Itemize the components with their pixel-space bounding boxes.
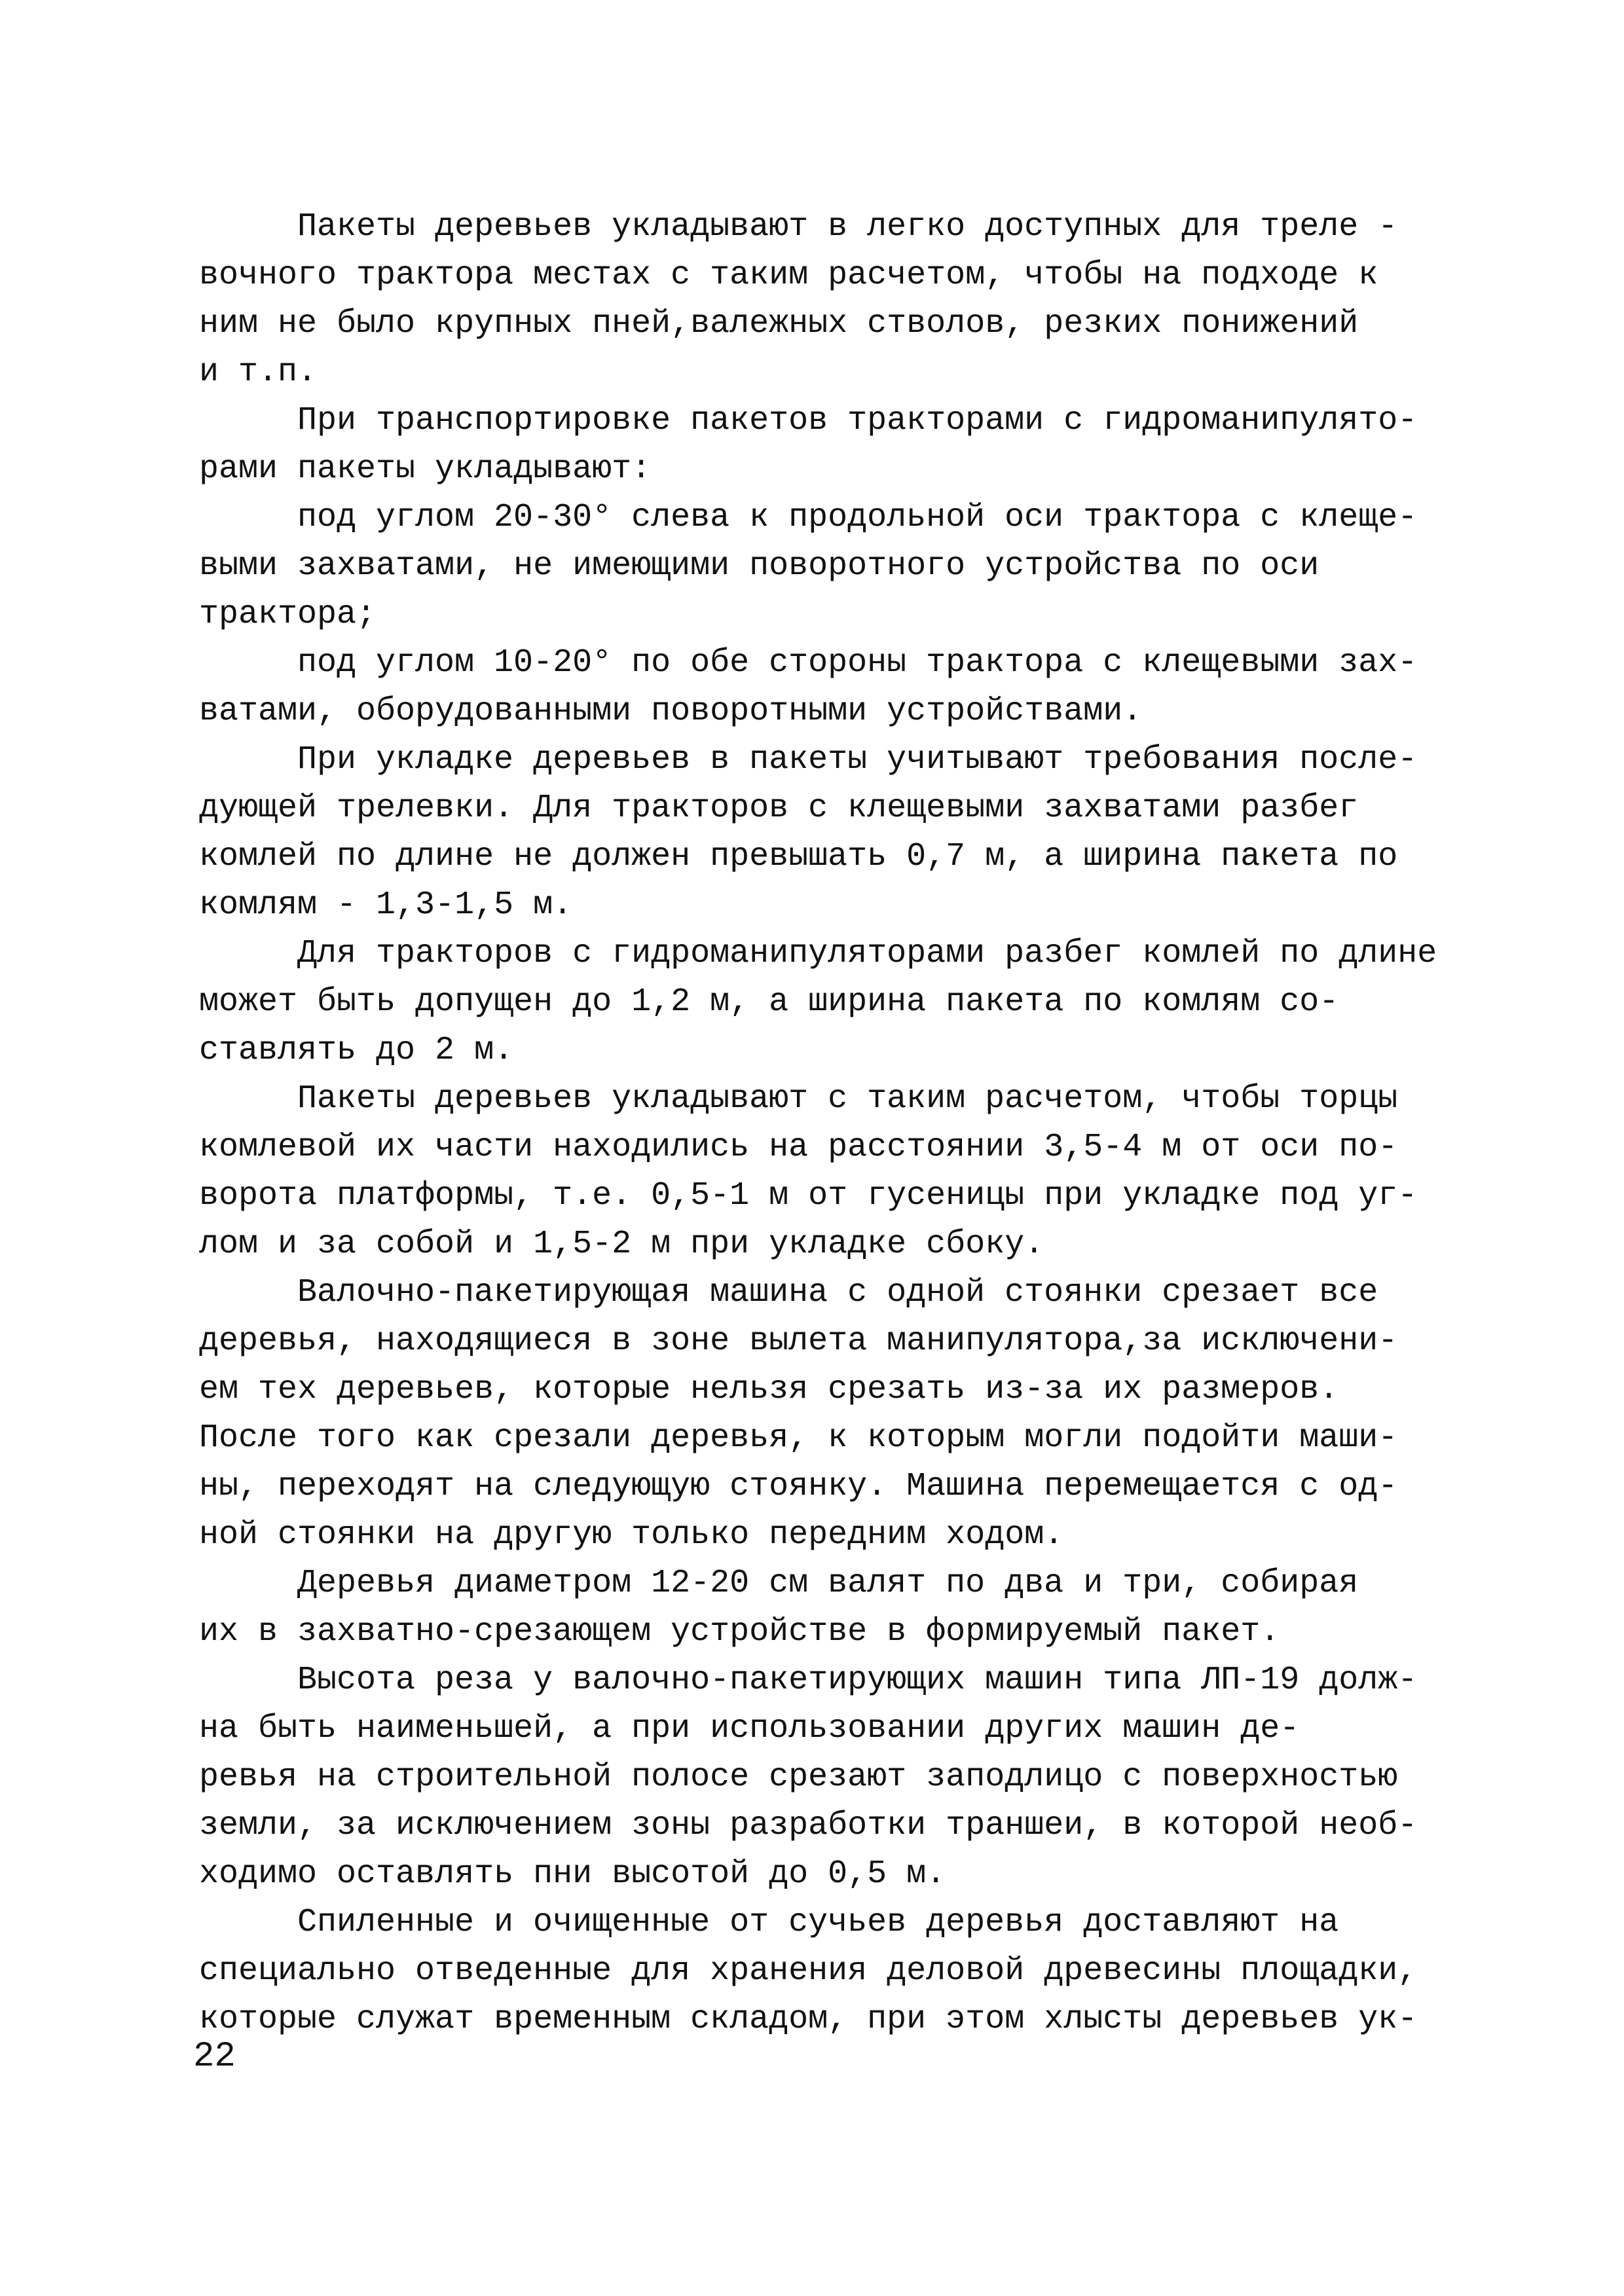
text-line: комлям - 1,3-1,5 м. [199, 886, 573, 924]
text-line: под углом 10-20° по обе стороны трактора с клещевыми зах- [297, 644, 1418, 682]
text-line: на быть наименьшей, а при использовании других машин де- [199, 1710, 1300, 1747]
text-line: ревья на строительной полосе срезают заподлицо с поверхностью [199, 1758, 1398, 1796]
text-line: ной стоянки на другую только передним ходом. [199, 1516, 1064, 1554]
text-line: выми захватами, не имеющими поворотного устройства по оси [199, 547, 1320, 585]
text-line: и т.п. [199, 354, 318, 391]
text-line: ставлять до 2 м. [199, 1032, 514, 1069]
text-line: комлей по длине не должен превышать 0,7 м, а ширина пакета по [199, 838, 1398, 875]
text-line: рами пакеты укладывают: [199, 450, 652, 488]
text-line: Для тракторов с гидроманипуляторами разбег комлей по длине [297, 935, 1437, 972]
text-line: дующей трелевки. Для тракторов с клещевыми захватами разбег [199, 790, 1359, 827]
body-text [199, 203, 1437, 2044]
text-line: Пакеты деревьев укладывают в легко доступных для треле - [297, 208, 1398, 246]
text-line: При укладке деревьев в пакеты учитывают требования после- [297, 741, 1418, 778]
text-line: специально отведенные для хранения деловой древесины площадки, [199, 1952, 1418, 1990]
text-line: которые служат временным складом, при этом хлысты деревьев ук- [199, 2001, 1418, 2038]
text-line: ним не было крупных пней,валежных стволов, резких понижений [199, 305, 1359, 342]
text-line: При транспортировке пакетов тракторами с гидроманипулято- [297, 402, 1418, 439]
text-line: ватами, оборудованными поворотными устройствами. [199, 693, 1143, 730]
text-line: может быть допущен до 1,2 м, а ширина пакета по комлям со- [199, 983, 1339, 1021]
text-line: под углом 20-30° слева к продольной оси трактора с клеще- [297, 499, 1418, 536]
page-number: 22 [193, 2037, 236, 2077]
text-line: комлевой их части находились на расстоянии 3,5-4 м от оси по- [199, 1129, 1398, 1166]
text-line: лом и за собой и 1,5-2 м при укладке сбоку. [199, 1226, 1044, 1263]
text-line: вочного трактора местах с таким расчетом, чтобы на подходе к [199, 257, 1378, 294]
text-line: земли, за исключением зоны разработки траншеи, в которой необ- [199, 1807, 1418, 1844]
text-line: деревья, находящиеся в зоне вылета манипулятора,за исключени- [199, 1322, 1398, 1360]
text-line: трактора; [199, 596, 377, 633]
text-line: Валочно-пакетирующая машина с одной стоянки срезает все [297, 1274, 1378, 1311]
text-line: Деревья диаметром 12-20 см валят по два и три, собирая [297, 1565, 1359, 1602]
text-line: Спиленные и очищенные от сучьев деревья доставляют на [297, 1904, 1339, 1941]
text-line: ходимо оставлять пни высотой до 0,5 м. [199, 1855, 946, 1893]
text-line: ворота платформы, т.е. 0,5-1 м от гусеницы при укладке под уг- [199, 1177, 1418, 1214]
text-line: ны, переходят на следующую стоянку. Машина перемещается с од- [199, 1468, 1398, 1505]
text-line: Высота реза у валочно-пакетирующих машин типа ЛП-19 долж- [297, 1662, 1418, 1699]
text-line: Пакеты деревьев укладывают с таким расчетом, чтобы торцы [297, 1080, 1398, 1118]
text-line: После того как срезали деревья, к которым могли подойти маши- [199, 1419, 1398, 1457]
text-line: ем тех деревьев, которые нельзя срезать из-за их размеров. [199, 1371, 1339, 1408]
text-line: их в захватно-срезающем устройстве в формируемый пакет. [199, 1613, 1280, 1650]
